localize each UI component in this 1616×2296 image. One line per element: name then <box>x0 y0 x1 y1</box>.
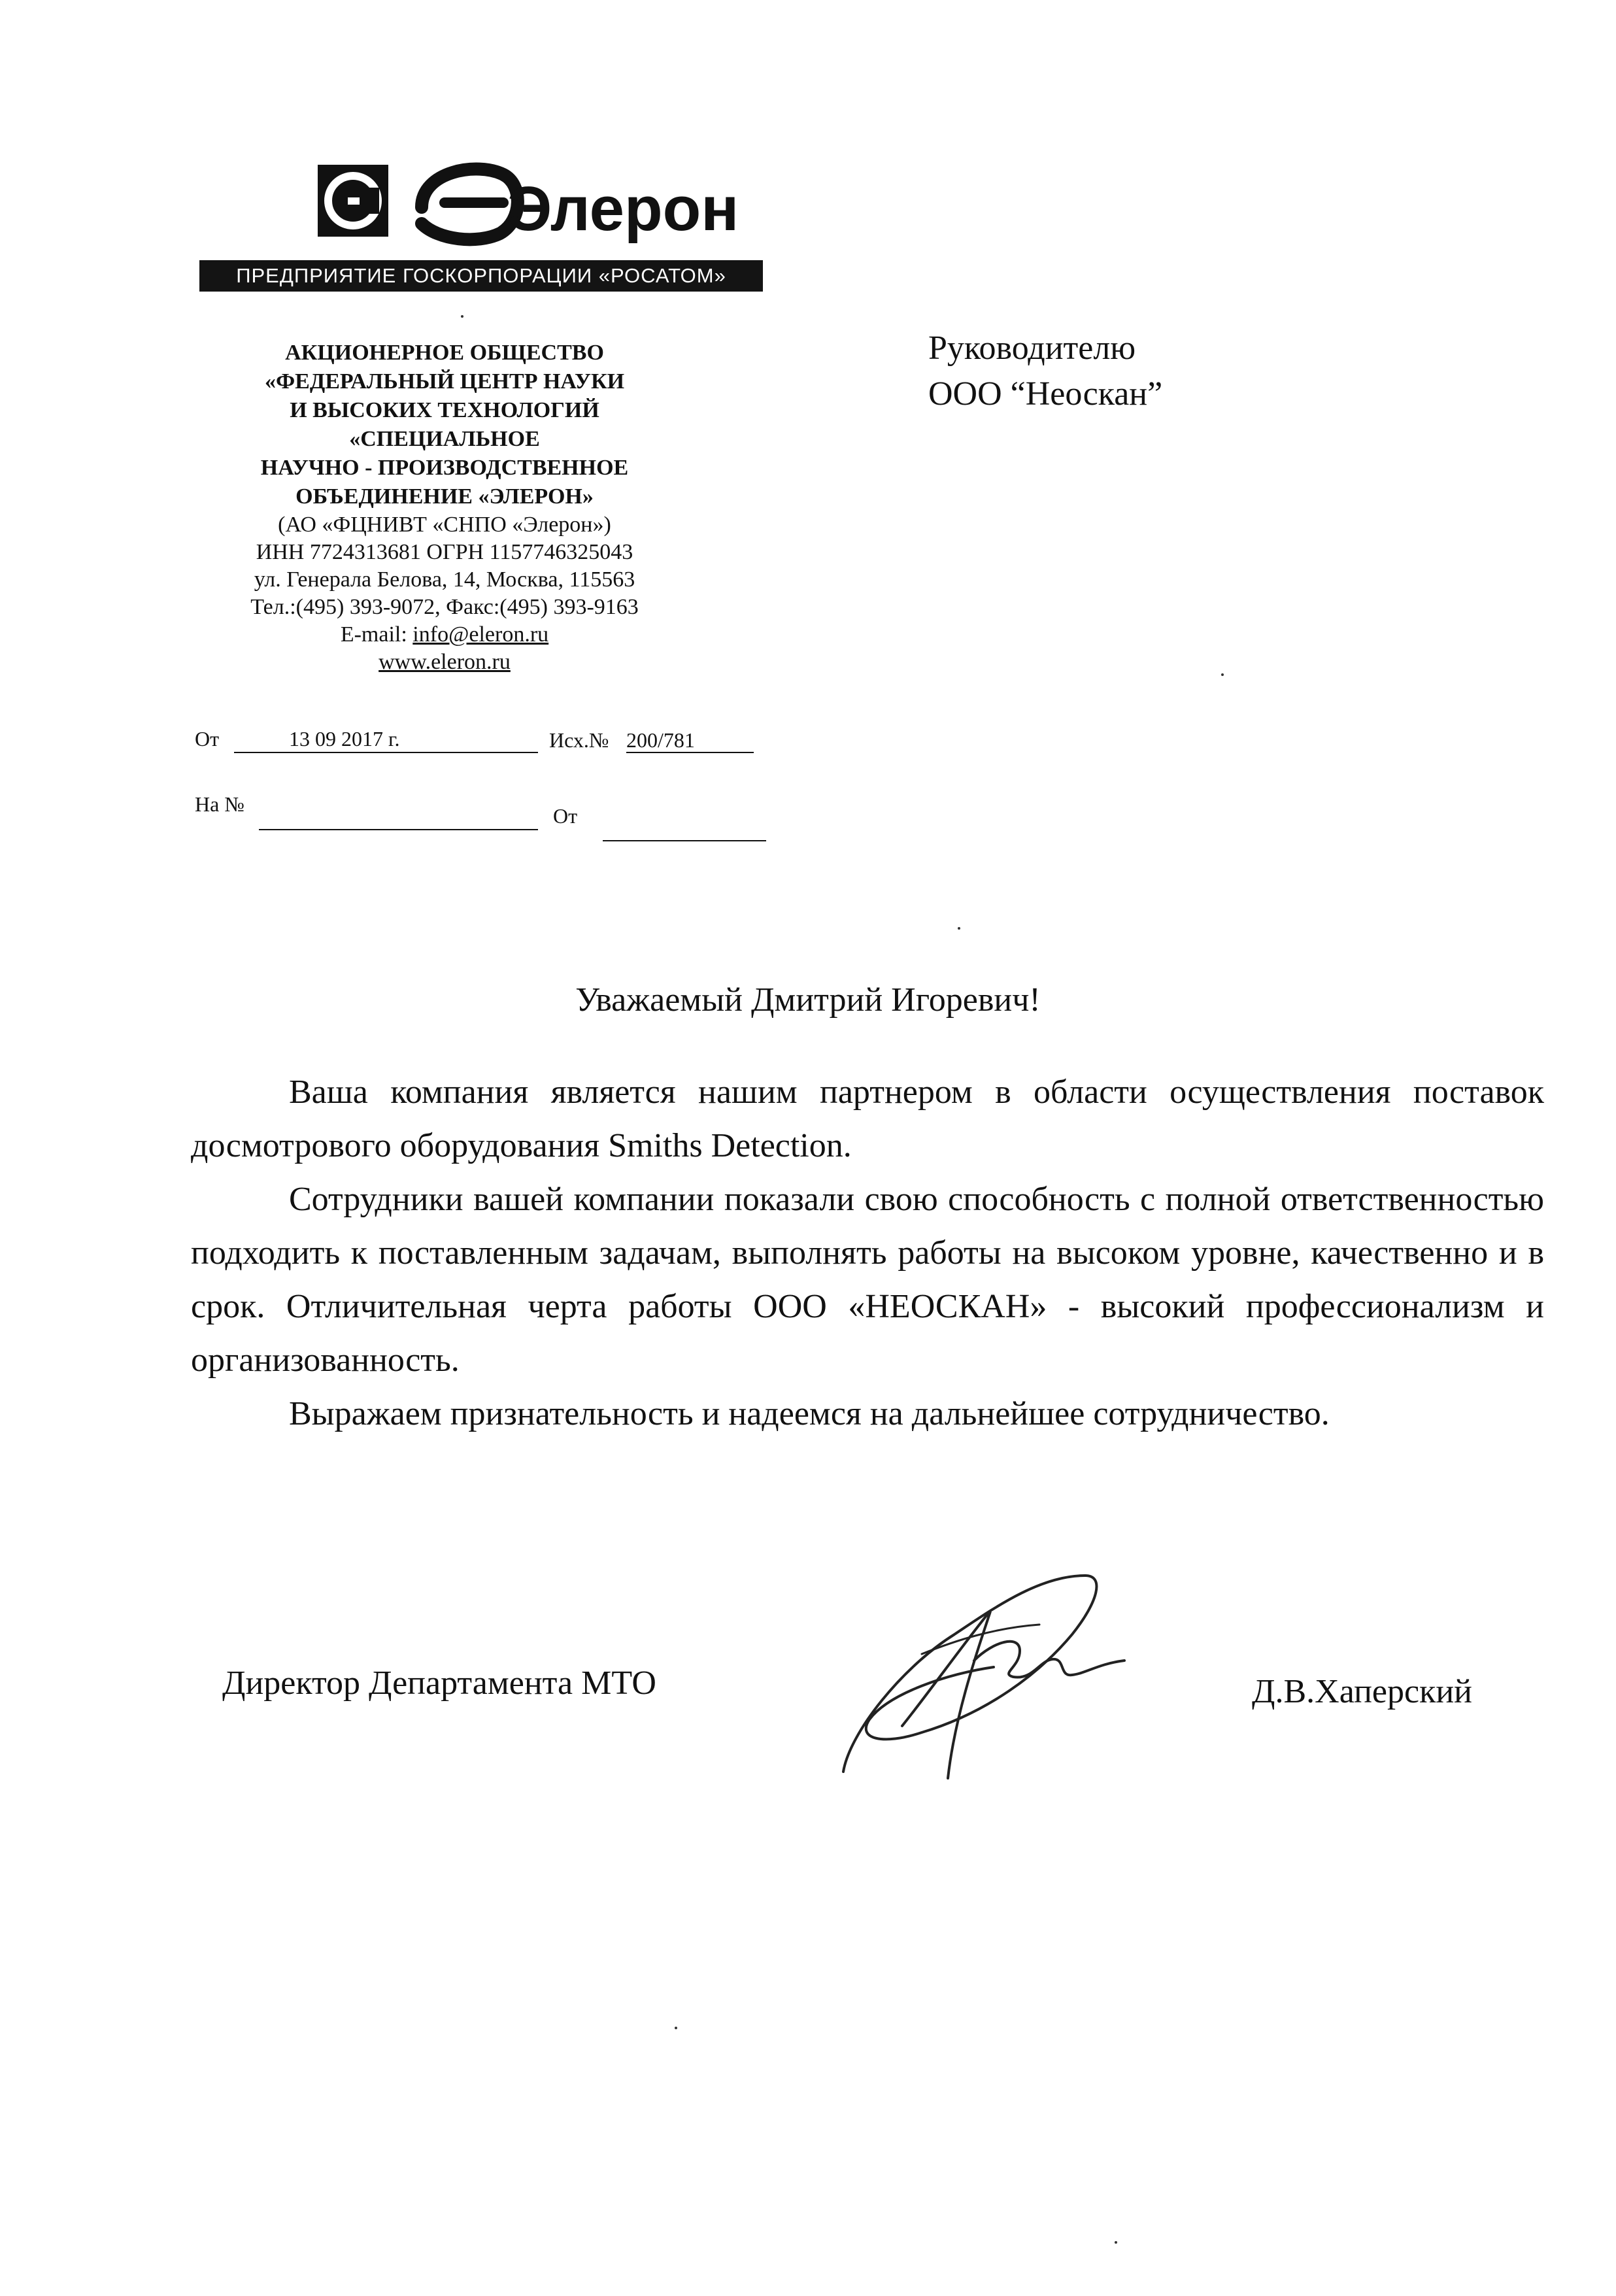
company-line: НАУЧНО - ПРОИЗВОДСТВЕННОЕ <box>260 456 629 480</box>
company-line: «ФЕДЕРАЛЬНЫЙ ЦЕНТР НАУКИ <box>264 369 625 394</box>
company-short-name: (АО «ФЦНИВТ «СНПО «Элерон») <box>278 513 611 537</box>
company-phones: Тел.:(495) 393-9072, Факс:(495) 393-9163 <box>250 595 639 619</box>
outgoing-number-label: Исх.№ <box>549 728 609 752</box>
scan-speck <box>1221 673 1224 676</box>
outgoing-number: 200/781 <box>626 728 695 752</box>
greeting: Уважаемый Дмитрий Игоревич! <box>575 981 1041 1019</box>
scan-speck <box>675 2027 677 2029</box>
signatory-name: Д.В.Хаперский <box>1252 1673 1473 1710</box>
company-line: «СПЕЦИАЛЬНОЕ <box>349 427 540 451</box>
company-line: И ВЫСОКИХ ТЕХНОЛОГИЙ <box>290 398 599 422</box>
company-address: ул. Генерала Белова, 14, Москва, 115563 <box>254 567 635 592</box>
handwritten-signature <box>824 1562 1164 1798</box>
to-number-label: На № <box>195 792 244 816</box>
scan-speck <box>1115 2241 1117 2244</box>
letter-body <box>191 1066 1544 1441</box>
logo-word: Элерон <box>507 174 739 244</box>
company-inn-ogrn: ИНН 7724313681 ОГРН 1157746325043 <box>256 540 633 564</box>
paragraph: Сотрудники вашей компании показали свою способность с полной ответственностью подходить к поставленным задачам, выполнять работы на высоком уровне, качественно и в срок. Отличительная черта работы ООО «НЕОСКАН» - высокий профессионализм и организованность. <box>191 1181 1544 1379</box>
company-line: ОБЪЕДИНЕНИЕ «ЭЛЕРОН» <box>295 484 594 509</box>
logo-banner: ПРЕДПРИЯТИЕ ГОСКОРПОРАЦИИ «РОСАТОМ» <box>199 260 763 292</box>
paragraph: Ваша компания является нашим партнером в области осуществления поставок досмотрового оборудования Smiths Detection. <box>191 1073 1544 1164</box>
website-link[interactable]: www.eleron.ru <box>379 650 511 674</box>
email-label: E-mail: <box>340 622 413 647</box>
from-label: От <box>195 727 220 751</box>
scan-speck <box>958 927 960 930</box>
signatory-title: Директор Департамента МТО <box>222 1664 656 1702</box>
paragraph: Выражаем признательность и надеемся на дальнейшее сотрудничество. <box>289 1395 1330 1432</box>
addressee-line-2: ООО “Неоскан” <box>928 375 1163 413</box>
company-details <box>163 339 726 676</box>
to-date-label: От <box>553 804 578 828</box>
addressee-line-1: Руководителю <box>928 329 1136 367</box>
scan-speck <box>461 315 463 318</box>
company-line: АКЦИОНЕРНОЕ ОБЩЕСТВО <box>285 341 604 365</box>
addressee <box>928 326 1162 417</box>
date-underline <box>234 752 538 753</box>
to-date-underline <box>603 840 766 841</box>
letter-date: 13 09 2017 г. <box>289 727 400 751</box>
to-number-underline <box>259 829 538 830</box>
company-email-line <box>163 621 726 649</box>
email-link[interactable]: info@eleron.ru <box>412 622 549 647</box>
